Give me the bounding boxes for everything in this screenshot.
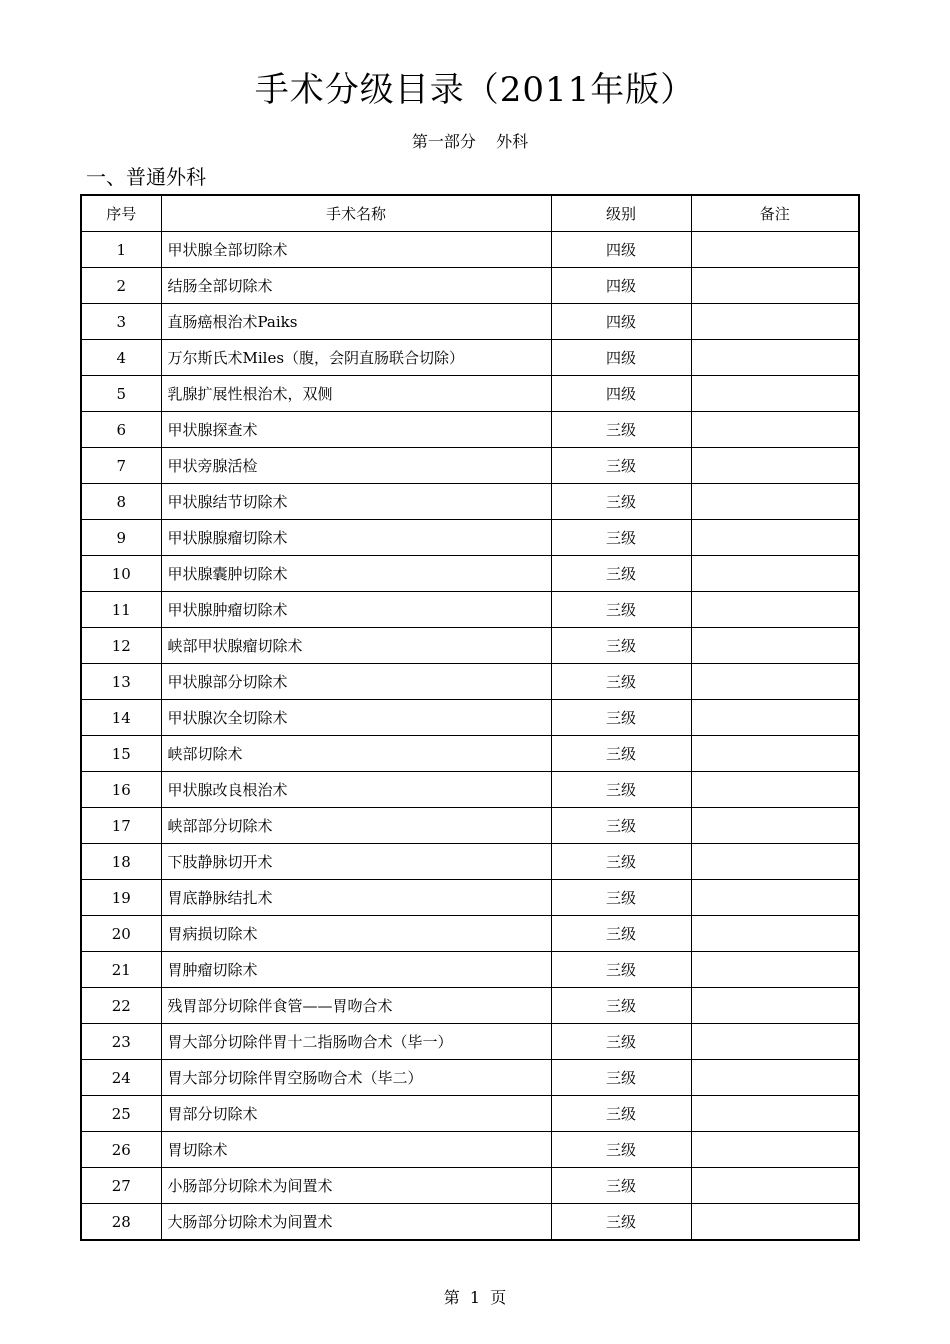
cell-no: 14 xyxy=(81,700,161,736)
table-row xyxy=(81,340,859,376)
cell-no: 6 xyxy=(81,412,161,448)
cell-name: 大肠部分切除术为间置术 xyxy=(161,1204,551,1241)
cell-name: 胃切除术 xyxy=(161,1132,551,1168)
cell-name: 甲状腺部分切除术 xyxy=(161,664,551,700)
cell-no: 27 xyxy=(81,1168,161,1204)
cell-note xyxy=(691,664,859,700)
cell-level: 三级 xyxy=(551,484,691,520)
cell-note xyxy=(691,484,859,520)
table-row xyxy=(81,412,859,448)
table-row xyxy=(81,376,859,412)
cell-name: 胃肿瘤切除术 xyxy=(161,952,551,988)
header-no: 序号 xyxy=(81,195,161,232)
cell-level: 三级 xyxy=(551,808,691,844)
page-title: 手术分级目录（2011年版） xyxy=(254,70,696,110)
table-row xyxy=(81,772,859,808)
cell-note xyxy=(691,1132,859,1168)
cell-note xyxy=(691,268,859,304)
cell-level: 三级 xyxy=(551,520,691,556)
cell-no: 9 xyxy=(81,520,161,556)
cell-note xyxy=(691,736,859,772)
cell-level: 三级 xyxy=(551,736,691,772)
table-row xyxy=(81,484,859,520)
cell-note xyxy=(691,808,859,844)
header-name: 手术名称 xyxy=(161,195,551,232)
cell-level: 三级 xyxy=(551,1096,691,1132)
cell-name: 甲状腺结节切除术 xyxy=(161,484,551,520)
table-row xyxy=(81,268,859,304)
cell-note xyxy=(691,592,859,628)
cell-name: 甲状腺腺瘤切除术 xyxy=(161,520,551,556)
cell-name: 胃部分切除术 xyxy=(161,1096,551,1132)
page-footer: 第 1 页 xyxy=(443,1288,507,1307)
cell-level: 三级 xyxy=(551,1204,691,1241)
cell-no: 11 xyxy=(81,592,161,628)
cell-no: 5 xyxy=(81,376,161,412)
cell-level: 四级 xyxy=(551,268,691,304)
cell-note xyxy=(691,448,859,484)
cell-level: 三级 xyxy=(551,772,691,808)
cell-note xyxy=(691,952,859,988)
cell-no: 17 xyxy=(81,808,161,844)
table-row xyxy=(81,700,859,736)
cell-no: 19 xyxy=(81,880,161,916)
table-row xyxy=(81,1168,859,1204)
cell-note xyxy=(691,1060,859,1096)
cell-level: 三级 xyxy=(551,664,691,700)
cell-level: 三级 xyxy=(551,592,691,628)
cell-name: 胃底静脉结扎术 xyxy=(161,880,551,916)
cell-no: 25 xyxy=(81,1096,161,1132)
surgery-table xyxy=(80,194,860,1241)
cell-name: 胃大部分切除伴胃空肠吻合术（毕二） xyxy=(161,1060,551,1096)
cell-no: 22 xyxy=(81,988,161,1024)
cell-level: 四级 xyxy=(551,304,691,340)
cell-name: 甲状腺次全切除术 xyxy=(161,700,551,736)
cell-name: 下肢静脉切开术 xyxy=(161,844,551,880)
table-row xyxy=(81,1204,859,1241)
cell-note xyxy=(691,1168,859,1204)
table-row xyxy=(81,844,859,880)
cell-level: 三级 xyxy=(551,628,691,664)
cell-note xyxy=(691,520,859,556)
cell-level: 三级 xyxy=(551,1168,691,1204)
table-row xyxy=(81,448,859,484)
cell-no: 23 xyxy=(81,1024,161,1060)
cell-note xyxy=(691,916,859,952)
cell-level: 三级 xyxy=(551,952,691,988)
cell-no: 26 xyxy=(81,1132,161,1168)
table-row xyxy=(81,1096,859,1132)
cell-note xyxy=(691,556,859,592)
table-row xyxy=(81,1132,859,1168)
cell-no: 24 xyxy=(81,1060,161,1096)
cell-no: 12 xyxy=(81,628,161,664)
cell-no: 18 xyxy=(81,844,161,880)
cell-note xyxy=(691,700,859,736)
cell-note xyxy=(691,340,859,376)
cell-no: 4 xyxy=(81,340,161,376)
table-row xyxy=(81,664,859,700)
table-row xyxy=(81,304,859,340)
section-heading: 一、普通外科 xyxy=(86,165,206,189)
cell-name: 小肠部分切除术为间置术 xyxy=(161,1168,551,1204)
cell-note xyxy=(691,1096,859,1132)
cell-no: 21 xyxy=(81,952,161,988)
cell-no: 13 xyxy=(81,664,161,700)
cell-level: 三级 xyxy=(551,700,691,736)
cell-level: 三级 xyxy=(551,1132,691,1168)
cell-note xyxy=(691,232,859,268)
cell-no: 15 xyxy=(81,736,161,772)
cell-name: 峡部甲状腺瘤切除术 xyxy=(161,628,551,664)
cell-level: 三级 xyxy=(551,880,691,916)
cell-no: 3 xyxy=(81,304,161,340)
cell-name: 结肠全部切除术 xyxy=(161,268,551,304)
cell-level: 三级 xyxy=(551,448,691,484)
cell-name: 甲状腺改良根治术 xyxy=(161,772,551,808)
cell-level: 三级 xyxy=(551,412,691,448)
table-row xyxy=(81,952,859,988)
cell-level: 四级 xyxy=(551,232,691,268)
table-row xyxy=(81,916,859,952)
cell-name: 胃大部分切除伴胃十二指肠吻合术（毕一） xyxy=(161,1024,551,1060)
cell-name: 胃病损切除术 xyxy=(161,916,551,952)
cell-level: 三级 xyxy=(551,916,691,952)
cell-level: 四级 xyxy=(551,376,691,412)
cell-note xyxy=(691,628,859,664)
cell-note xyxy=(691,880,859,916)
table-row xyxy=(81,1024,859,1060)
cell-name: 甲状腺囊肿切除术 xyxy=(161,556,551,592)
cell-note xyxy=(691,1024,859,1060)
table-row xyxy=(81,988,859,1024)
cell-name: 乳腺扩展性根治术，双侧 xyxy=(161,376,551,412)
cell-name: 万尔斯氏术Miles（腹，会阴直肠联合切除） xyxy=(161,340,551,376)
table-row xyxy=(81,520,859,556)
table-row xyxy=(81,592,859,628)
cell-level: 三级 xyxy=(551,988,691,1024)
table-row xyxy=(81,232,859,268)
cell-name: 甲状旁腺活检 xyxy=(161,448,551,484)
cell-no: 16 xyxy=(81,772,161,808)
cell-name: 残胃部分切除伴食管——胃吻合术 xyxy=(161,988,551,1024)
cell-name: 甲状腺全部切除术 xyxy=(161,232,551,268)
header-note: 备注 xyxy=(691,195,859,232)
table-header-row xyxy=(81,195,859,232)
cell-level: 四级 xyxy=(551,340,691,376)
cell-note xyxy=(691,988,859,1024)
cell-name: 峡部部分切除术 xyxy=(161,808,551,844)
cell-no: 10 xyxy=(81,556,161,592)
cell-no: 7 xyxy=(81,448,161,484)
cell-name: 峡部切除术 xyxy=(161,736,551,772)
cell-level: 三级 xyxy=(551,1060,691,1096)
cell-no: 1 xyxy=(81,232,161,268)
cell-name: 甲状腺肿瘤切除术 xyxy=(161,592,551,628)
part-subtitle: 第一部分 外科 xyxy=(411,132,529,151)
table-row xyxy=(81,628,859,664)
table-row xyxy=(81,736,859,772)
cell-level: 三级 xyxy=(551,844,691,880)
cell-no: 2 xyxy=(81,268,161,304)
header-level: 级别 xyxy=(551,195,691,232)
cell-note xyxy=(691,1204,859,1241)
cell-note xyxy=(691,412,859,448)
cell-name: 甲状腺探查术 xyxy=(161,412,551,448)
cell-level: 三级 xyxy=(551,556,691,592)
cell-level: 三级 xyxy=(551,1024,691,1060)
cell-name: 直肠癌根治术Paiks xyxy=(161,304,551,340)
cell-note xyxy=(691,844,859,880)
cell-note xyxy=(691,304,859,340)
cell-note xyxy=(691,772,859,808)
cell-no: 28 xyxy=(81,1204,161,1241)
table-row xyxy=(81,880,859,916)
table-row xyxy=(81,808,859,844)
table-row xyxy=(81,556,859,592)
cell-no: 20 xyxy=(81,916,161,952)
cell-note xyxy=(691,376,859,412)
table-row xyxy=(81,1060,859,1096)
cell-no: 8 xyxy=(81,484,161,520)
